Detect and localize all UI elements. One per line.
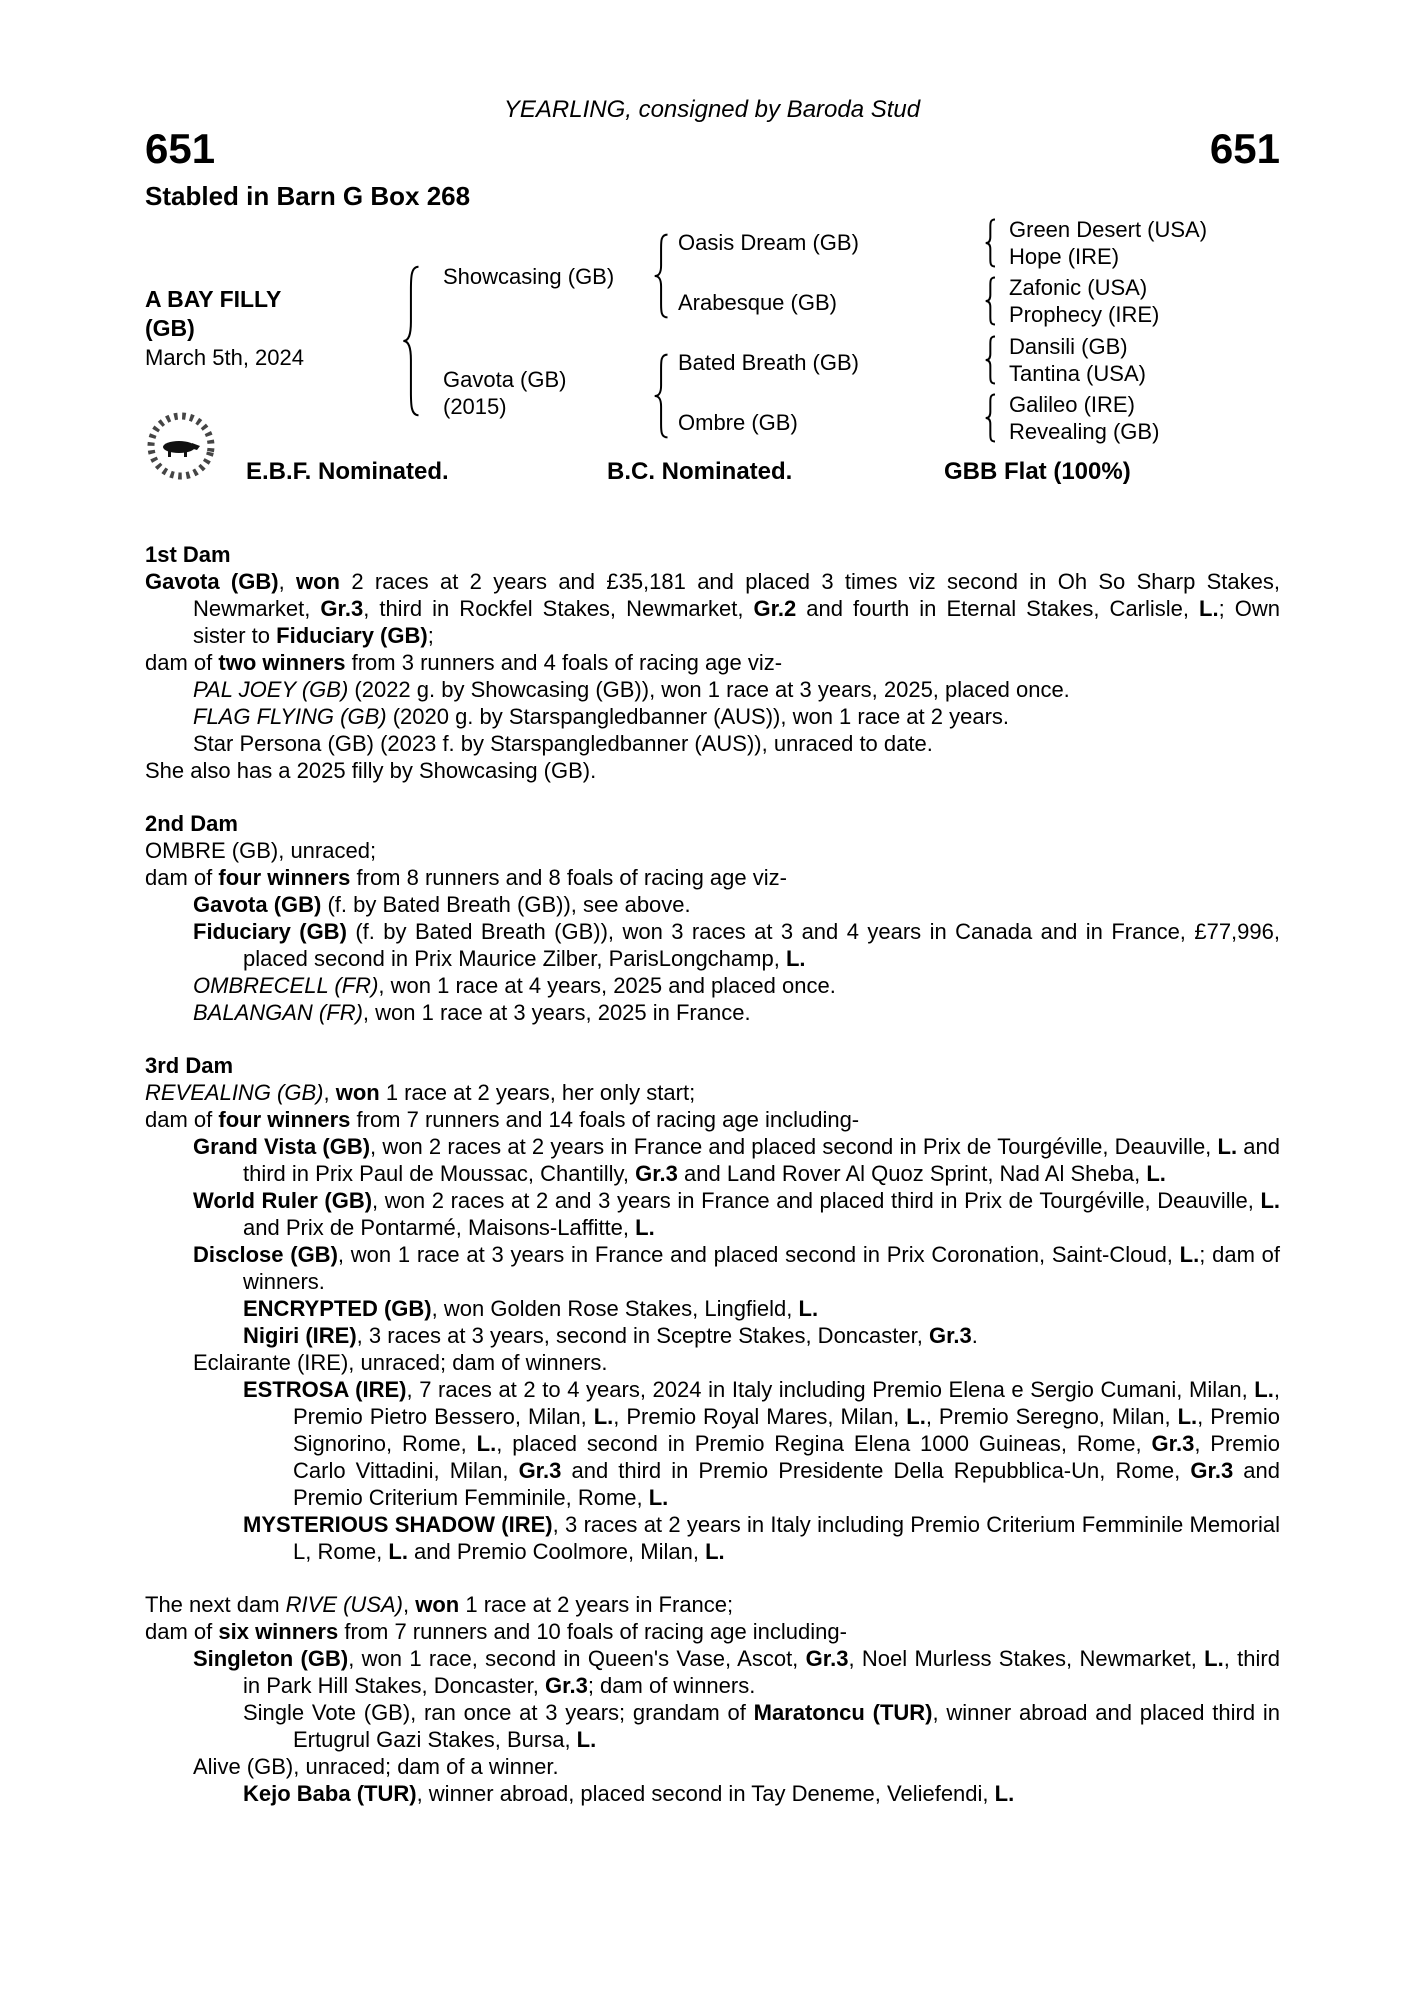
catalogue-paragraph: dam of six winners from 7 runners and 10 foals of racing age including- xyxy=(145,1619,847,1644)
stabling-info: Stabled in Barn G Box 268 xyxy=(145,181,471,211)
section-heading: 1st Dam xyxy=(145,542,231,567)
catalogue-paragraph: Disclose (GB), won 1 race at 3 years in France and placed second in Prix Coronation, Saint-Cloud, L.; dam of winners. xyxy=(193,1242,1280,1294)
catalogue-paragraph: BALANGAN (FR), won 1 race at 3 years, 2025 in France. xyxy=(193,1000,751,1025)
catalogue-paragraph: Grand Vista (GB), won 2 races at 2 years in France and placed second in Prix de Tourgéville, Deauville, L. and third in Prix Paul de Moussac, Chantilly, Gr.3 and Land Rover Al Quoz Sprint, Nad Al Sheba, L. xyxy=(193,1134,1280,1186)
stamp-icon xyxy=(142,406,220,486)
section-heading: 2nd Dam xyxy=(145,811,238,836)
ggp-pair-2 xyxy=(1009,274,1159,328)
catalogue-paragraph: Gavota (GB) (f. by Bated Breath (GB)), see above. xyxy=(193,892,691,917)
granddam-maternal: Ombre (GB) xyxy=(678,410,798,435)
catalogue-paragraph: REVEALING (GB), won 1 race at 2 years, her only start; xyxy=(145,1080,696,1105)
subject-name: A BAY FILLY xyxy=(145,286,282,312)
catalogue-paragraph: dam of two winners from 3 runners and 4 foals of racing age viz- xyxy=(145,650,783,675)
catalogue-paragraph: Single Vote (GB), ran once at 3 years; grandam of Maratoncu (TUR), winner abroad and placed third in Ertugrul Gazi Stakes, Bursa, L. xyxy=(243,1700,1280,1752)
pedigree-brace-ggp1 xyxy=(983,218,999,268)
catalogue-paragraph: Eclairante (IRE), unraced; dam of winners. xyxy=(193,1350,608,1375)
catalogue-paragraph: ENCRYPTED (GB), won Golden Rose Stakes, Lingfield, L. xyxy=(243,1296,819,1321)
catalogue-paragraph: Fiduciary (GB) (f. by Bated Breath (GB)), won 3 races at 3 and 4 years in Canada and in France, £77,996, placed second in Prix Maurice Zilber, ParisLongchamp, L. xyxy=(193,919,1280,971)
grandsire-paternal: Oasis Dream (GB) xyxy=(678,230,859,255)
pedigree-brace-gen1 xyxy=(399,262,425,420)
ggp-name: Revealing (GB) xyxy=(1009,419,1160,444)
subject-horse xyxy=(145,285,395,372)
catalogue-paragraph: ESTROSA (IRE), 7 races at 2 to 4 years, 2024 in Italy including Premio Elena e Sergio Cumani, Milan, L., Premio Pietro Bessero, Milan, L., Premio Royal Mares, Milan, L., Premio Seregno, Milan, L., Premio Signorino, Rome, L., placed second in Premio Regina Elena 1000 Guineas, Rome, Gr.3, Premio Carlo Vittadini, Milan, Gr.3 and third in Premio Presidente Della Repubblica-Un, Rome, Gr.3 and Premio Criterium Femminile, Rome, L. xyxy=(243,1377,1280,1510)
ggp-name: Hope (IRE) xyxy=(1009,244,1120,269)
pedigree-brace-ggp4 xyxy=(983,393,999,443)
catalogue-paragraph: Kejo Baba (TUR), winner abroad, placed second in Tay Deneme, Veliefendi, L. xyxy=(243,1781,1015,1806)
catalogue-paragraph: dam of four winners from 7 runners and 14 foals of racing age including- xyxy=(145,1107,860,1132)
gbb-flat-label: GBB Flat (100%) xyxy=(944,458,1131,485)
ggp-name: Galileo (IRE) xyxy=(1009,392,1135,417)
subject-foaling-date: March 5th, 2024 xyxy=(145,345,304,370)
sire-name: Showcasing (GB) xyxy=(443,264,615,289)
catalogue-paragraph: MYSTERIOUS SHADOW (IRE), 3 races at 2 years in Italy including Premio Criterium Femminile Memorial L, Rome, L. and Premio Coolmore, Milan, L. xyxy=(243,1512,1280,1564)
catalogue-paragraph: The next dam RIVE (USA), won 1 race at 2 years in France; xyxy=(145,1592,734,1617)
dam-year: (2015) xyxy=(443,394,507,419)
ggp-name: Zafonic (USA) xyxy=(1009,275,1148,300)
page-title: YEARLING, consigned by Baroda Stud xyxy=(503,96,921,123)
ggp-name: Dansili (GB) xyxy=(1009,334,1128,359)
section-heading: 3rd Dam xyxy=(145,1053,234,1078)
catalogue-paragraph: PAL JOEY (GB) (2022 g. by Showcasing (GB)), won 1 race at 3 years, 2025, placed once. xyxy=(193,677,1070,702)
ggp-pair-3 xyxy=(1009,333,1146,387)
pedigree-brace-sire xyxy=(651,232,673,320)
dam-section xyxy=(145,541,1280,784)
catalogue-paragraph: World Ruler (GB), won 2 races at 2 and 3 years in France and placed third in Prix de Tourgéville, Deauville, L. and Prix de Pontarmé, Maisons-Laffitte, L. xyxy=(193,1188,1281,1240)
catalogue-paragraph: OMBRECELL (FR), won 1 race at 4 years, 2025 and placed once. xyxy=(193,973,836,998)
pedigree-brace-dam xyxy=(651,352,673,440)
catalogue-paragraph: Singleton (GB), won 1 race, second in Queen's Vase, Ascot, Gr.3, Noel Murless Stakes, Newmarket, L., third in Park Hill Stakes, Doncaster, Gr.3; dam of winners. xyxy=(193,1646,1280,1698)
dam-section xyxy=(145,810,1280,1026)
catalogue-paragraph: FLAG FLYING (GB) (2020 g. by Starspangledbanner (AUS)), won 1 race at 2 years. xyxy=(193,704,1010,729)
lot-number-right: 651 xyxy=(1209,125,1280,172)
catalogue-paragraph: Alive (GB), unraced; dam of a winner. xyxy=(193,1754,559,1779)
dam-section xyxy=(145,1591,1280,1807)
ebf-nominated-label: E.B.F. Nominated. xyxy=(246,458,449,485)
ggp-pair-4 xyxy=(1009,391,1159,445)
catalogue-body xyxy=(145,541,1280,1807)
ggp-name: Green Desert (USA) xyxy=(1009,217,1208,242)
catalogue-paragraph: Gavota (GB), won 2 races at 2 years and £35,181 and placed 3 times viz second in Oh So Sharp Stakes, Newmarket, Gr.3, third in Rockfel Stakes, Newmarket, Gr.2 and fourth in Eternal Stakes, Carlisle, L.; Own sister to Fiduciary (GB); xyxy=(145,569,1280,648)
pedigree-brace-ggp3 xyxy=(983,335,999,385)
catalogue-paragraph: Star Persona (GB) (2023 f. by Starspangledbanner (AUS)), unraced to date. xyxy=(193,731,933,756)
grandsire-maternal: Bated Breath (GB) xyxy=(678,350,859,375)
pedigree-brace-ggp2 xyxy=(983,276,999,326)
catalogue-paragraph: She also has a 2025 filly by Showcasing (GB). xyxy=(145,758,597,783)
dam-name: Gavota (GB) xyxy=(443,367,567,392)
catalogue-paragraph: Nigiri (IRE), 3 races at 3 years, second in Sceptre Stakes, Doncaster, Gr.3. xyxy=(243,1323,978,1348)
pedigree-table xyxy=(145,212,1311,462)
dam-section xyxy=(145,1052,1280,1565)
subject-suffix: (GB) xyxy=(145,315,195,341)
granddam-paternal: Arabesque (GB) xyxy=(678,290,837,315)
ggp-pair-1 xyxy=(1009,216,1207,270)
catalogue-paragraph: dam of four winners from 8 runners and 8 foals of racing age viz- xyxy=(145,865,787,890)
catalogue-paragraph: OMBRE (GB), unraced; xyxy=(145,838,377,863)
ggp-name: Tantina (USA) xyxy=(1009,361,1146,386)
ggp-name: Prophecy (IRE) xyxy=(1009,302,1160,327)
bc-nominated-label: B.C. Nominated. xyxy=(607,458,793,485)
lot-number-left: 651 xyxy=(145,125,216,172)
